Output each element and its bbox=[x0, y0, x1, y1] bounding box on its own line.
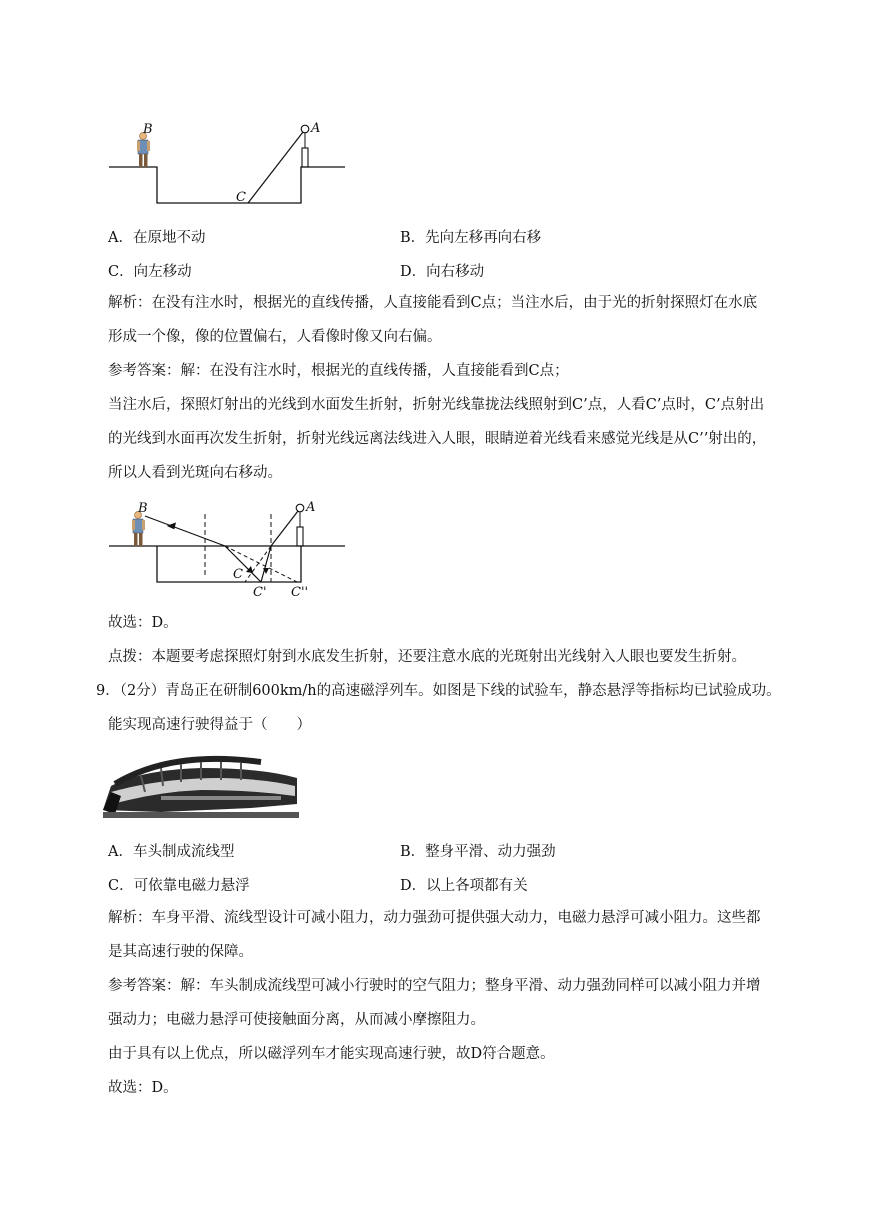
q8-answer-line-2: 当注水后，探照灯射出的光线到水面发生折射，折射光线靠拢法线照射到C’点，人看C’点时，C’点射出 bbox=[108, 397, 765, 413]
maglev-train-image bbox=[101, 752, 301, 824]
figure-pool-water bbox=[105, 494, 365, 604]
label-c-prime: C' bbox=[253, 585, 267, 600]
q9-answer-line-2: 强动力；电磁力悬浮可使接触面分离，从而减小摩擦阻力。 bbox=[108, 1012, 485, 1028]
q9-option-b: B．整身平滑、动力强劲 bbox=[400, 844, 556, 860]
q9-option-a: A．车头制成流线型 bbox=[108, 844, 235, 860]
person-icon bbox=[132, 512, 145, 547]
q9-option-c: C．可依靠电磁力悬浮 bbox=[108, 878, 250, 894]
q8-analysis-line-2: 形成一个像，像的位置偏右，人看像时像又向右偏。 bbox=[108, 329, 442, 345]
q9-analysis-line-2: 是其高速行驶的保障。 bbox=[108, 944, 253, 960]
q8-answer-line-3: 的光线到水面再次发生折射，折射光线远离法线进入人眼，眼睛逆着光线看来感觉光线是从C’’射出的， bbox=[108, 431, 767, 447]
q9-option-d: D．以上各项都有关 bbox=[400, 878, 528, 894]
q8-tip: 点拨：本题要考虑探照灯射到水底发生折射，还要注意水底的光斑射出光线射入人眼也要发生折射。 bbox=[108, 649, 746, 665]
q8-option-b: B．先向左移再向右移 bbox=[400, 230, 542, 246]
q8-answer-line-1: 参考答案：解：在没有注水时，根据光的直线传播，人直接能看到C点； bbox=[108, 363, 569, 379]
q9-stem-line-2: 能实现高速行驶得益于（ ） bbox=[108, 717, 311, 733]
q9-choice: 故选：D。 bbox=[108, 1080, 178, 1096]
label-b: B bbox=[138, 501, 148, 516]
label-a: A bbox=[306, 500, 316, 515]
q8-option-d: D．向右移动 bbox=[400, 264, 485, 280]
label-a: A bbox=[311, 121, 321, 136]
q9-answer-line-1: 参考答案：解：车头制成流线型可减小行驶时的空气阻力；整身平滑、动力强劲同样可以减小阻力并增 bbox=[108, 978, 761, 994]
label-c-double-prime: C'' bbox=[291, 585, 309, 600]
q9-answer-line-3: 由于具有以上优点，所以磁浮列车才能实现高速行驶，故D符合题意。 bbox=[108, 1046, 555, 1062]
label-b: B bbox=[143, 122, 153, 137]
label-c: C bbox=[233, 567, 243, 582]
label-c: C bbox=[236, 190, 246, 205]
lamp-icon bbox=[296, 504, 304, 546]
light-ray bbox=[248, 132, 303, 203]
q9-stem-line-1: 9．（2分）青岛正在研制600km/h的高速磁浮列车。如图是下线的试验车，静态悬浮等指标均已试验成功。 bbox=[96, 683, 781, 699]
person-icon bbox=[137, 133, 150, 168]
q8-option-c: C．向左移动 bbox=[108, 264, 192, 280]
q8-option-a: A．在原地不动 bbox=[108, 230, 206, 246]
q9-analysis-line-1: 解析：车身平滑、流线型设计可减小阻力，动力强劲可提供强大动力，电磁力悬浮可减小阻力。这些都 bbox=[108, 910, 761, 926]
q8-analysis-line-1: 解析：在没有注水时，根据光的直线传播，人直接能看到C点；当注水后，由于光的折射探照灯在水底 bbox=[108, 295, 758, 311]
lamp-icon bbox=[301, 125, 309, 167]
q8-choice: 故选：D。 bbox=[108, 615, 178, 631]
q8-answer-line-4: 所以人看到光斑向右移动。 bbox=[108, 465, 282, 481]
figure-pool-dry bbox=[105, 115, 365, 215]
